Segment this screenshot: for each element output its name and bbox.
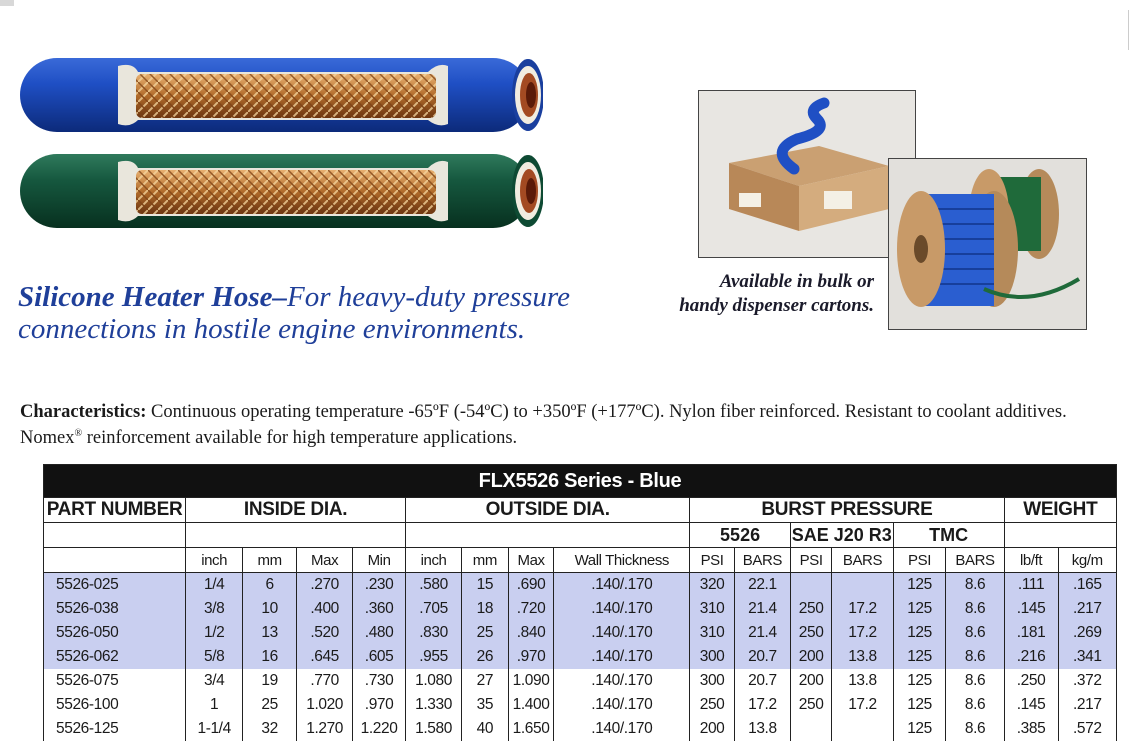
table-cell: 26 xyxy=(462,645,509,669)
header-part-number: PART NUMBER xyxy=(44,498,186,523)
table-cell: .605 xyxy=(353,645,406,669)
table-cell: 17.2 xyxy=(832,621,893,645)
table-cell: .705 xyxy=(406,597,462,621)
table-cell: 8.6 xyxy=(946,693,1004,717)
table-cell: 1/2 xyxy=(186,621,243,645)
table-cell: .140/.170 xyxy=(554,669,690,693)
sub-header-5526: 5526 xyxy=(690,523,791,548)
table-cell: 125 xyxy=(893,669,946,693)
sub-empty-outside xyxy=(406,523,690,548)
unit-header: PSI xyxy=(893,548,946,573)
unit-empty xyxy=(44,548,186,573)
table-cell xyxy=(832,573,893,598)
header-inside-dia: INSIDE DIA. xyxy=(186,498,406,523)
table-row xyxy=(44,621,1117,645)
table-cell: 310 xyxy=(690,621,735,645)
table-cell: 250 xyxy=(790,693,831,717)
table-cell: 250 xyxy=(790,597,831,621)
table-cell: 3/4 xyxy=(186,669,243,693)
sub-header-tmc: TMC xyxy=(893,523,1004,548)
table-cell: .360 xyxy=(353,597,406,621)
sub-empty-inside xyxy=(186,523,406,548)
table-cell: 22.1 xyxy=(734,573,790,598)
table-cell: .145 xyxy=(1004,597,1058,621)
table-cell: 300 xyxy=(690,645,735,669)
table-cell: 21.4 xyxy=(734,597,790,621)
table-cell: .217 xyxy=(1058,597,1116,621)
unit-header: lb/ft xyxy=(1004,548,1058,573)
table-cell: .770 xyxy=(297,669,353,693)
table-cell: .270 xyxy=(297,573,353,598)
table-cell: 3/8 xyxy=(186,597,243,621)
table-cell: .400 xyxy=(297,597,353,621)
table-cell: .145 xyxy=(1004,693,1058,717)
table-cell: .140/.170 xyxy=(554,645,690,669)
table-cell: 13 xyxy=(243,621,297,645)
dispenser-carton-photo xyxy=(698,90,916,258)
table-cell xyxy=(790,717,831,741)
table-cell: .970 xyxy=(508,645,554,669)
table-row xyxy=(44,669,1117,693)
part-number-cell: 5526-100 xyxy=(44,693,186,717)
table-cell: 200 xyxy=(790,669,831,693)
table-cell: .840 xyxy=(508,621,554,645)
table-cell: 8.6 xyxy=(946,645,1004,669)
table-row xyxy=(44,597,1117,621)
unit-header: mm xyxy=(243,548,297,573)
table-cell: 32 xyxy=(243,717,297,741)
table-cell: 1 xyxy=(186,693,243,717)
table-cell: .385 xyxy=(1004,717,1058,741)
part-number-cell: 5526-125 xyxy=(44,717,186,741)
table-cell: 1.270 xyxy=(297,717,353,741)
table-cell: 17.2 xyxy=(734,693,790,717)
part-number-cell: 5526-025 xyxy=(44,573,186,598)
table-cell: 40 xyxy=(462,717,509,741)
table-cell: 5/8 xyxy=(186,645,243,669)
table-cell xyxy=(790,573,831,598)
table-cell: 13.8 xyxy=(832,669,893,693)
table-cell: 1.220 xyxy=(353,717,406,741)
sub-header-sae: SAE J20 R3 xyxy=(790,523,893,548)
table-cell: 200 xyxy=(690,717,735,741)
caption-line-1: Available in bulk or xyxy=(719,271,874,292)
table-cell: .269 xyxy=(1058,621,1116,645)
caption-line-2: handy dispenser cartons. xyxy=(679,295,874,316)
unit-header: BARS xyxy=(946,548,1004,573)
table-cell: .230 xyxy=(353,573,406,598)
table-row xyxy=(44,645,1117,669)
characteristics-text-1: Continuous operating temperature -65ºF (-54ºC) to +350ºF (+177ºC). Nylon fiber reinforced. Resistant to coolant additives. Nomex xyxy=(20,402,1067,449)
table-cell: 25 xyxy=(243,693,297,717)
table-cell: .111 xyxy=(1004,573,1058,598)
table-cell: 320 xyxy=(690,573,735,598)
unit-header: Max xyxy=(508,548,554,573)
hose-reel-photo xyxy=(888,158,1087,330)
part-number-cell: 5526-050 xyxy=(44,621,186,645)
unit-header: PSI xyxy=(790,548,831,573)
table-cell: 35 xyxy=(462,693,509,717)
table-cell: .165 xyxy=(1058,573,1116,598)
table-cell xyxy=(832,717,893,741)
characteristics-label: Characteristics: xyxy=(20,402,147,422)
top-edge-mark xyxy=(0,0,14,6)
table-cell: .580 xyxy=(406,573,462,598)
table-cell: 15 xyxy=(462,573,509,598)
page-headline xyxy=(18,281,578,345)
unit-header: PSI xyxy=(690,548,735,573)
table-cell: .217 xyxy=(1058,693,1116,717)
sub-empty-weight xyxy=(1004,523,1116,548)
table-cell: .572 xyxy=(1058,717,1116,741)
table-cell: .140/.170 xyxy=(554,597,690,621)
table-row xyxy=(44,573,1117,598)
table-cell: .140/.170 xyxy=(554,693,690,717)
table-cell: 13.8 xyxy=(734,717,790,741)
table-cell: 20.7 xyxy=(734,669,790,693)
table-cell: 1/4 xyxy=(186,573,243,598)
table-cell: 19 xyxy=(243,669,297,693)
table-cell: 300 xyxy=(690,669,735,693)
table-cell: .720 xyxy=(508,597,554,621)
table-cell: 1.400 xyxy=(508,693,554,717)
table-cell: .730 xyxy=(353,669,406,693)
unit-header: BARS xyxy=(734,548,790,573)
table-cell: 125 xyxy=(893,573,946,598)
table-cell: 8.6 xyxy=(946,597,1004,621)
table-cell: .372 xyxy=(1058,669,1116,693)
table-cell: 1.090 xyxy=(508,669,554,693)
part-number-cell: 5526-038 xyxy=(44,597,186,621)
table-cell: 250 xyxy=(790,621,831,645)
table-cell: .181 xyxy=(1004,621,1058,645)
table-cell: .341 xyxy=(1058,645,1116,669)
table-cell: 125 xyxy=(893,717,946,741)
table-cell: .970 xyxy=(353,693,406,717)
table-cell: .216 xyxy=(1004,645,1058,669)
unit-header: Max xyxy=(297,548,353,573)
table-cell: .250 xyxy=(1004,669,1058,693)
table-cell: 25 xyxy=(462,621,509,645)
characteristics-text-2: reinforcement available for high temperature applications. xyxy=(82,428,518,449)
table-cell: .690 xyxy=(508,573,554,598)
table-cell: .830 xyxy=(406,621,462,645)
table-cell: 1-1/4 xyxy=(186,717,243,741)
table-cell: 17.2 xyxy=(832,693,893,717)
green-hose-illustration xyxy=(8,150,543,236)
table-cell: 20.7 xyxy=(734,645,790,669)
table-cell: .480 xyxy=(353,621,406,645)
sub-empty-part xyxy=(44,523,186,548)
table-cell: 1.020 xyxy=(297,693,353,717)
unit-row xyxy=(44,548,1117,573)
unit-header: Wall Thickness xyxy=(554,548,690,573)
photo-caption xyxy=(600,270,874,318)
table-cell: 310 xyxy=(690,597,735,621)
table-cell: 17.2 xyxy=(832,597,893,621)
table-cell: .645 xyxy=(297,645,353,669)
header-burst-pressure: BURST PRESSURE xyxy=(690,498,1004,523)
part-number-cell: 5526-062 xyxy=(44,645,186,669)
table-cell: .140/.170 xyxy=(554,621,690,645)
table-cell: 1.580 xyxy=(406,717,462,741)
unit-header: BARS xyxy=(832,548,893,573)
table-cell: 10 xyxy=(243,597,297,621)
table-row xyxy=(44,693,1117,717)
table-cell: 1.080 xyxy=(406,669,462,693)
table-cell: 1.650 xyxy=(508,717,554,741)
unit-header: inch xyxy=(406,548,462,573)
table-cell: 16 xyxy=(243,645,297,669)
table-cell: 125 xyxy=(893,621,946,645)
unit-header: kg/m xyxy=(1058,548,1116,573)
table-cell: 8.6 xyxy=(946,621,1004,645)
table-cell: 18 xyxy=(462,597,509,621)
table-cell: 8.6 xyxy=(946,573,1004,598)
table-cell: 125 xyxy=(893,645,946,669)
series-title: FLX5526 Series - Blue xyxy=(44,465,1117,498)
table-cell: 250 xyxy=(690,693,735,717)
table-cell: 13.8 xyxy=(832,645,893,669)
part-number-cell: 5526-075 xyxy=(44,669,186,693)
table-cell: 21.4 xyxy=(734,621,790,645)
table-cell: .140/.170 xyxy=(554,717,690,741)
registered-mark: ® xyxy=(74,428,83,439)
headline-product-name: Silicone Heater Hose– xyxy=(18,281,288,313)
table-cell: 8.6 xyxy=(946,669,1004,693)
table-cell: .520 xyxy=(297,621,353,645)
table-cell: 200 xyxy=(790,645,831,669)
characteristics-paragraph xyxy=(20,402,1110,449)
table-row xyxy=(44,717,1117,741)
table-cell: 8.6 xyxy=(946,717,1004,741)
unit-header: Min xyxy=(353,548,406,573)
unit-header: inch xyxy=(186,548,243,573)
blue-hose-illustration xyxy=(8,52,543,138)
header-outside-dia: OUTSIDE DIA. xyxy=(406,498,690,523)
table-cell: 125 xyxy=(893,597,946,621)
table-cell: 1.330 xyxy=(406,693,462,717)
headline-tagline: For heavy-duty pressure connections in hostile engine environments. xyxy=(18,281,570,345)
table-cell: 125 xyxy=(893,693,946,717)
unit-header: mm xyxy=(462,548,509,573)
header-weight: WEIGHT xyxy=(1004,498,1116,523)
table-cell: 27 xyxy=(462,669,509,693)
table-cell: .140/.170 xyxy=(554,573,690,598)
table-cell: .955 xyxy=(406,645,462,669)
table-cell: 6 xyxy=(243,573,297,598)
spec-table xyxy=(43,464,1117,741)
